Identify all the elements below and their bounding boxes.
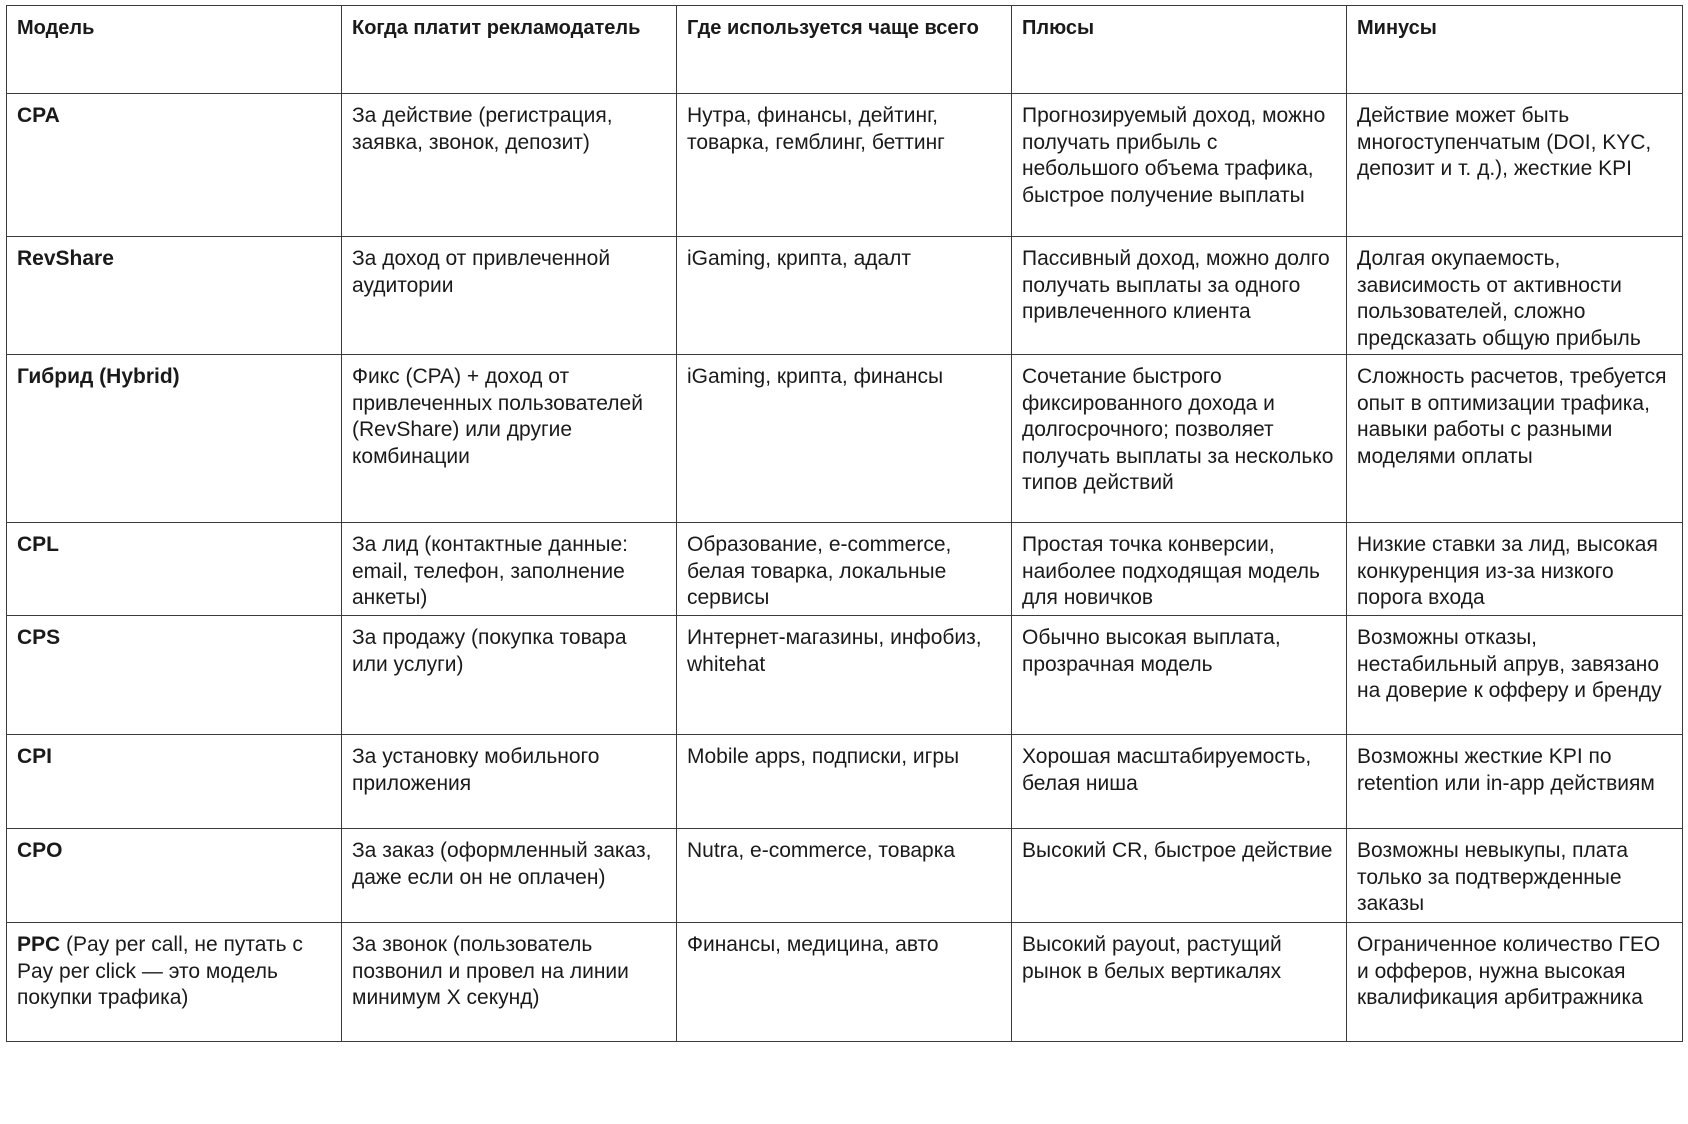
cell-cons: Действие может быть многоступенчатым (DOI, KYC, депозит и т. д.), жесткие KPI (1347, 94, 1683, 237)
cell-pros: Высокий CR, быстрое действие (1012, 829, 1347, 923)
table-row (7, 94, 1683, 237)
cell-when: За доход от привлеченной аудитории (342, 237, 677, 355)
cell-cons: Возможны отказы, нестабильный апрув, завязано на доверие к офферу и бренду (1347, 616, 1683, 735)
table-row (7, 829, 1683, 923)
cell-where: Финансы, медицина, авто (677, 923, 1012, 1042)
cell-model (7, 523, 342, 616)
model-name: PPC (17, 933, 61, 956)
cell-pros: Сочетание быстрого фиксированного дохода и долгосрочного; позволяет получать выплаты за несколько типов действий (1012, 355, 1347, 523)
cell-when: Фикс (CPA) + доход от привлеченных пользователей (RevShare) или другие комбинации (342, 355, 677, 523)
cell-cons: Возможны невыкупы, плата только за подтвержденные заказы (1347, 829, 1683, 923)
comparison-table (6, 5, 1683, 1042)
cell-where: Mobile apps, подписки, игры (677, 735, 1012, 829)
model-name: CPL (17, 533, 59, 556)
cell-where: Образование, e-commerce, белая товарка, локальные сервисы (677, 523, 1012, 616)
cell-model (7, 237, 342, 355)
cell-model (7, 923, 342, 1042)
cell-model (7, 94, 342, 237)
table-row (7, 523, 1683, 616)
model-name: CPS (17, 626, 61, 649)
table-row (7, 923, 1683, 1042)
cell-pros: Хорошая масштабируемость, белая ниша (1012, 735, 1347, 829)
cell-where: Nutra, e-commerce, товарка (677, 829, 1012, 923)
cell-cons: Ограниченное количество ГЕО и офферов, нужна высокая квалификация арбитражника (1347, 923, 1683, 1042)
model-name: CPI (17, 745, 53, 768)
header-when-pays: Когда платит рекламодатель (342, 6, 677, 94)
model-note: (Pay per call, не путать с Pay per click — это модель покупки трафика) (17, 933, 303, 1010)
cell-when: За продажу (покупка товара или услуги) (342, 616, 677, 735)
cell-when: За действие (регистрация, заявка, звонок, депозит) (342, 94, 677, 237)
header-where-used: Где используется чаще всего (677, 6, 1012, 94)
cell-cons: Возможны жесткие KPI по retention или in-app действиям (1347, 735, 1683, 829)
model-name: CPA (17, 104, 60, 127)
cell-where: Нутра, финансы, дейтинг, товарка, гемблинг, беттинг (677, 94, 1012, 237)
cell-pros: Простая точка конверсии, наиболее подходящая модель для новичков (1012, 523, 1347, 616)
cell-where: iGaming, крипта, финансы (677, 355, 1012, 523)
table-row (7, 735, 1683, 829)
cell-model (7, 355, 342, 523)
cell-when: За установку мобильного приложения (342, 735, 677, 829)
cell-model (7, 829, 342, 923)
cell-when: За заказ (оформленный заказ, даже если он не оплачен) (342, 829, 677, 923)
cell-cons: Низкие ставки за лид, высокая конкуренция из-за низкого порога входа (1347, 523, 1683, 616)
cell-pros: Пассивный доход, можно долго получать выплаты за одного привлеченного клиента (1012, 237, 1347, 355)
header-row (7, 6, 1683, 94)
cell-where: Интернет-магазины, инфобиз, whitehat (677, 616, 1012, 735)
cell-pros: Обычно высокая выплата, прозрачная модель (1012, 616, 1347, 735)
cell-model (7, 735, 342, 829)
cell-model (7, 616, 342, 735)
table-row (7, 616, 1683, 735)
cell-cons: Сложность расчетов, требуется опыт в оптимизации трафика, навыки работы с разными моделями оплаты (1347, 355, 1683, 523)
header-model: Модель (7, 6, 342, 94)
cell-pros: Высокий payout, растущий рынок в белых вертикалях (1012, 923, 1347, 1042)
cell-pros: Прогнозируемый доход, можно получать прибыль с небольшого объема трафика, быстрое получение выплаты (1012, 94, 1347, 237)
cell-when: За лид (контактные данные: email, телефон, заполнение анкеты) (342, 523, 677, 616)
cell-cons: Долгая окупаемость, зависимость от активности пользователей, сложно предсказать общую прибыль (1347, 237, 1683, 355)
model-name: RevShare (17, 247, 114, 270)
model-name: Гибрид (Hybrid) (17, 365, 180, 388)
model-name: CPO (17, 839, 63, 862)
table-row (7, 237, 1683, 355)
header-cons: Минусы (1347, 6, 1683, 94)
cell-where: iGaming, крипта, адалт (677, 237, 1012, 355)
header-pros: Плюсы (1012, 6, 1347, 94)
table-row (7, 355, 1683, 523)
cell-when: За звонок (пользователь позвонил и провел на линии минимум X секунд) (342, 923, 677, 1042)
